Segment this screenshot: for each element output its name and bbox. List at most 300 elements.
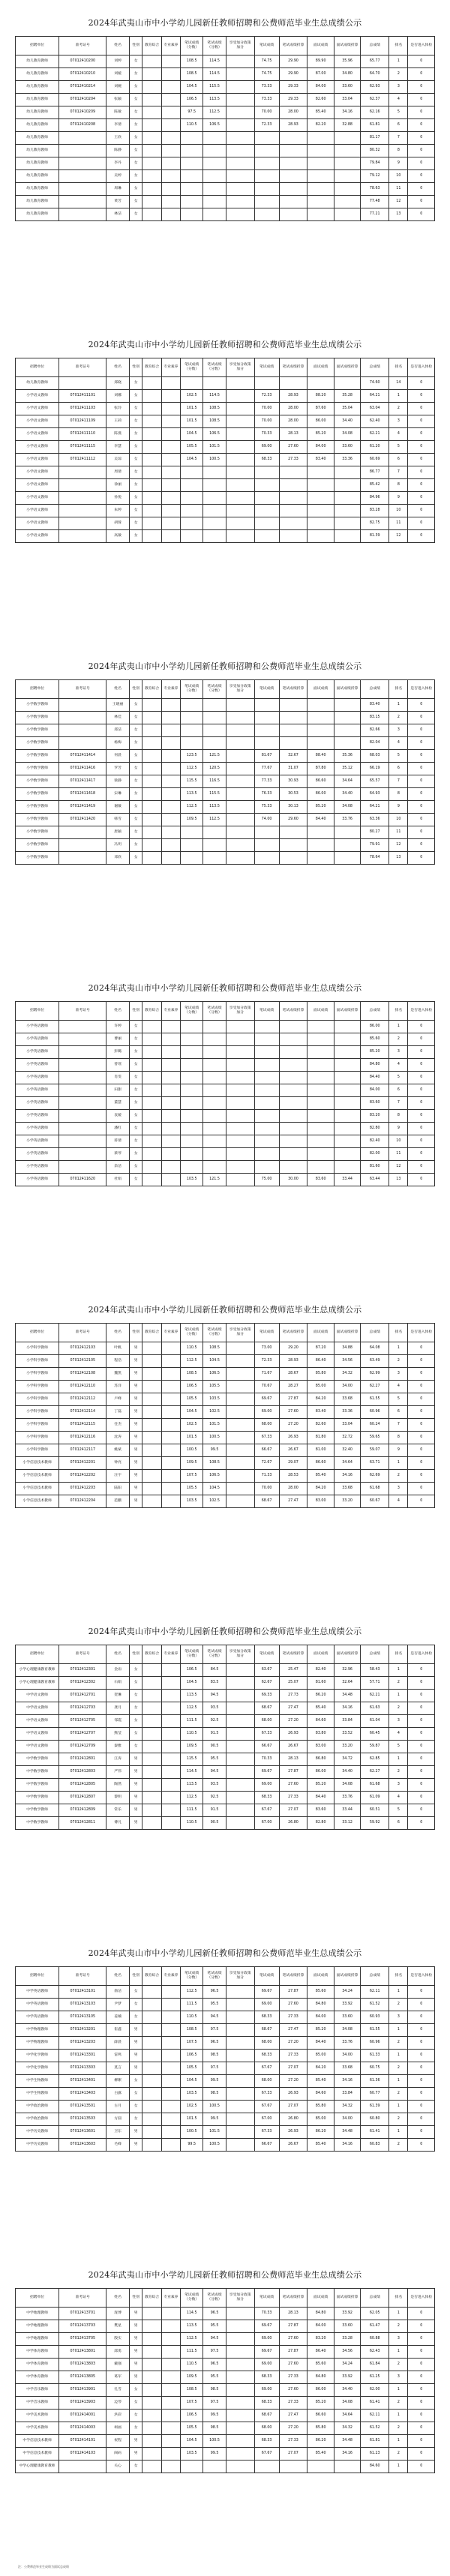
table-cell: 中学生物教师 — [16, 2088, 59, 2101]
table-cell: 69.67 — [254, 1393, 279, 1406]
table-cell — [308, 1059, 334, 1072]
table-cell — [254, 1135, 279, 1148]
table-cell: 64.21 — [361, 801, 389, 814]
table-cell — [142, 1381, 161, 1393]
table-cell: 小学数学教师 — [16, 826, 59, 839]
table-cell: 樊星 — [106, 2320, 129, 2333]
table-cell: 5 — [389, 1804, 408, 1817]
table-cell: 84.60 — [308, 1715, 334, 1728]
table-cell: 07012413903 — [59, 2397, 106, 2410]
table-cell: 1 — [389, 1021, 408, 1033]
table-cell: 07012411112 — [59, 454, 106, 466]
header-written-total: 笔试成绩 — [254, 680, 279, 699]
table-cell — [142, 1097, 161, 1110]
table-cell — [161, 530, 180, 543]
table-row — [16, 1470, 435, 1483]
table-cell: 4 — [389, 737, 408, 750]
header-interview: 面试成绩 — [308, 358, 334, 377]
table-cell: 0 — [408, 2024, 435, 2037]
header-edu: 教育综合 — [142, 1324, 161, 1342]
table-row — [16, 2422, 435, 2435]
table-cell: 34.56 — [334, 1355, 360, 1368]
table-cell: 07012412709 — [59, 1741, 106, 1753]
table-cell: 82.04 — [361, 737, 389, 750]
table-cell — [142, 2308, 161, 2320]
table-cell — [161, 1393, 180, 1406]
table-cell: 68.33 — [254, 2435, 279, 2448]
table-cell: 27.07 — [279, 2448, 308, 2461]
table-cell: 07012413701 — [59, 2308, 106, 2320]
table-cell: 34.72 — [334, 1753, 360, 1766]
table-cell — [161, 2075, 180, 2088]
table-cell: 62.00 — [361, 2384, 389, 2397]
table-cell: 68.67 — [254, 2024, 279, 2037]
score-table — [15, 1966, 435, 2152]
table-cell: 112.5 — [181, 2333, 203, 2346]
table-row — [16, 2024, 435, 2037]
table-cell: 79.84 — [361, 157, 389, 170]
table-cell: 潘红 — [106, 1123, 129, 1135]
table-cell: 白露 — [106, 2088, 129, 2101]
table-cell — [142, 1033, 161, 1046]
header-interview-converted: 面试成绩折算 — [334, 1967, 360, 1986]
table-cell — [142, 1817, 161, 1830]
table-cell: 3 — [389, 1046, 408, 1059]
table-cell — [334, 157, 360, 170]
table-cell: 26.67 — [279, 1741, 308, 1753]
table-cell: 69.67 — [254, 2346, 279, 2359]
table-cell — [254, 479, 279, 492]
table-cell: 107.5 — [181, 2037, 203, 2050]
table-cell: 蒋倩 — [106, 1135, 129, 1148]
table-cell: 112.5 — [181, 801, 203, 814]
header-unit: 招聘单位 — [16, 37, 59, 55]
table-cell: 84.40 — [308, 814, 334, 826]
table-cell: 104.5 — [203, 1483, 226, 1495]
table-cell — [59, 1123, 106, 1135]
table-cell — [334, 724, 360, 737]
table-cell — [142, 441, 161, 454]
table-cell — [142, 1664, 161, 1677]
table-cell — [142, 724, 161, 737]
table-cell: 12 — [389, 1161, 408, 1174]
table-cell: 33.92 — [334, 2308, 360, 2320]
table-cell: 0 — [408, 505, 435, 517]
header-ticket: 准考证号 — [59, 680, 106, 699]
header-edu: 教育综合 — [142, 1645, 161, 1664]
table-cell: 72.33 — [254, 1355, 279, 1368]
table-cell: 62.21 — [361, 428, 389, 441]
score-page — [0, 2252, 450, 2574]
table-cell: 70.33 — [254, 2308, 279, 2320]
table-cell — [226, 492, 254, 505]
table-cell — [226, 814, 254, 826]
table-cell — [226, 157, 254, 170]
table-cell — [254, 1123, 279, 1135]
table-cell: 113.5 — [181, 1690, 203, 1702]
table-cell — [226, 119, 254, 132]
table-cell: 95.5 — [203, 1999, 226, 2011]
table-cell: 07012414101 — [59, 2435, 106, 2448]
table-cell — [161, 1021, 180, 1033]
table-cell: 63.44 — [361, 1174, 389, 1186]
table-cell — [203, 157, 226, 170]
table-cell: 严伟 — [106, 1766, 129, 1779]
table-cell — [161, 1483, 180, 1495]
table-cell: 86.60 — [308, 775, 334, 788]
table-cell: 60.69 — [361, 454, 389, 466]
table-cell: 59.65 — [361, 1432, 389, 1444]
table-row — [16, 2359, 435, 2371]
table-cell: 85.80 — [308, 2422, 334, 2435]
table-cell: 女 — [129, 801, 142, 814]
table-cell: 109.5 — [181, 1741, 203, 1753]
table-cell: 0 — [408, 826, 435, 839]
table-cell — [161, 1342, 180, 1355]
table-cell: 26.93 — [279, 1728, 308, 1741]
table-cell: 0 — [408, 1817, 435, 1830]
table-cell — [279, 1123, 308, 1135]
table-cell: 陶然 — [106, 1779, 129, 1792]
table-cell — [161, 1753, 180, 1766]
table-cell — [142, 466, 161, 479]
table-cell — [142, 390, 161, 403]
table-cell: 11 — [389, 1148, 408, 1161]
table-cell — [142, 106, 161, 119]
table-cell: 110.5 — [181, 2011, 203, 2024]
table-cell: 68.33 — [254, 2011, 279, 2024]
table-cell: 0 — [408, 1470, 435, 1483]
table-row — [16, 1495, 435, 1508]
table-cell: 5 — [389, 750, 408, 763]
table-cell: 106.5 — [203, 1470, 226, 1483]
table-cell: 103.5 — [181, 1174, 203, 1186]
table-cell: 女 — [129, 852, 142, 865]
table-cell: 1 — [389, 2126, 408, 2139]
score-table — [15, 1001, 435, 1186]
header-written-total: 笔试成绩 — [254, 358, 279, 377]
table-cell: 67.33 — [254, 2126, 279, 2139]
header-major: 专业素养 — [161, 1967, 180, 1986]
table-cell — [226, 2435, 254, 2448]
table-cell: 69.00 — [254, 2333, 279, 2346]
table-cell — [142, 763, 161, 775]
table-cell: 34.16 — [334, 1702, 360, 1715]
header-bonus: 享受加分政策加分 — [226, 37, 254, 55]
table-cell — [142, 1419, 161, 1432]
table-cell: 柳絮 — [106, 2075, 129, 2088]
table-cell: 27.87 — [279, 1986, 308, 1999]
table-cell: 82.66 — [361, 724, 389, 737]
header-bonus: 享受加分政策加分 — [226, 1324, 254, 1342]
table-cell: 86.60 — [308, 1457, 334, 1470]
table-cell: 82.20 — [308, 119, 334, 132]
header-rank: 排名 — [389, 1324, 408, 1342]
table-cell: 曹丽 — [106, 1033, 129, 1046]
table-row — [16, 208, 435, 221]
table-cell: 60.77 — [361, 2088, 389, 2101]
table-cell: 112.5 — [203, 814, 226, 826]
table-cell — [59, 466, 106, 479]
table-cell — [161, 1766, 180, 1779]
table-cell: 101.5 — [181, 2113, 203, 2126]
table-cell: 3 — [389, 1483, 408, 1495]
table-cell — [254, 1046, 279, 1059]
table-cell: 94.5 — [203, 1766, 226, 1779]
table-cell — [279, 852, 308, 865]
table-row — [16, 2113, 435, 2126]
header-name: 姓名 — [106, 358, 129, 377]
table-cell: 2 — [389, 2397, 408, 2410]
table-cell: 女 — [129, 196, 142, 208]
table-cell: 07012411414 — [59, 750, 106, 763]
table-cell: 女 — [129, 1161, 142, 1174]
table-header-row — [16, 1324, 435, 1342]
table-cell: 女 — [129, 712, 142, 724]
table-cell: 小学科学教师 — [16, 1444, 59, 1457]
table-cell: 111.5 — [181, 1715, 203, 1728]
table-cell — [161, 1368, 180, 1381]
table-cell — [142, 2062, 161, 2075]
table-cell: 女 — [129, 839, 142, 852]
table-cell — [334, 1046, 360, 1059]
table-cell — [161, 1470, 180, 1483]
table-cell: 83.60 — [308, 1174, 334, 1186]
table-cell: 27.20 — [279, 2075, 308, 2088]
header-rank: 排名 — [389, 1967, 408, 1986]
table-cell — [254, 839, 279, 852]
table-cell: 30.93 — [279, 775, 308, 788]
table-cell — [142, 2384, 161, 2397]
table-cell: 63.49 — [361, 1355, 389, 1368]
table-cell: 27.73 — [279, 1690, 308, 1702]
table-cell — [226, 750, 254, 763]
table-cell: 小学数学教师 — [16, 724, 59, 737]
table-cell: 74.75 — [254, 55, 279, 68]
table-cell — [226, 1766, 254, 1779]
table-cell — [181, 724, 203, 737]
table-cell — [142, 208, 161, 221]
table-row — [16, 1059, 435, 1072]
table-cell — [142, 157, 161, 170]
table-cell: 龚月 — [106, 1702, 129, 1715]
table-cell: 0 — [408, 763, 435, 775]
header-written-2: 笔试成绩（分数） — [203, 1645, 226, 1664]
table-cell: 小学科学教师 — [16, 1432, 59, 1444]
table-cell — [161, 1072, 180, 1084]
table-cell: 小学科学教师 — [16, 1393, 59, 1406]
table-cell — [279, 377, 308, 390]
table-cell — [142, 94, 161, 106]
table-cell — [279, 2461, 308, 2473]
header-sex: 性别 — [129, 1967, 142, 1986]
table-cell: 86.80 — [308, 1753, 334, 1766]
table-cell: 女 — [129, 517, 142, 530]
table-cell: 102.5 — [203, 1406, 226, 1419]
table-cell — [279, 826, 308, 839]
table-cell: 114.5 — [203, 390, 226, 403]
table-cell: 小学英语教师 — [16, 1161, 59, 1174]
table-cell: 70.33 — [254, 428, 279, 441]
table-cell: 85.20 — [308, 2397, 334, 2410]
table-cell: 男 — [129, 1368, 142, 1381]
table-cell — [203, 517, 226, 530]
header-written-converted: 笔试成绩折算 — [279, 1645, 308, 1664]
table-cell: 61.81 — [361, 2435, 389, 2448]
table-cell: 女 — [129, 1148, 142, 1161]
table-cell: 110.5 — [181, 119, 203, 132]
table-cell — [161, 196, 180, 208]
table-cell: 34.88 — [334, 1342, 360, 1355]
score-table — [15, 36, 435, 221]
table-cell: 105.5 — [181, 2062, 203, 2075]
table-cell: 106.5 — [203, 428, 226, 441]
header-written-converted: 笔试成绩折算 — [279, 37, 308, 55]
table-cell — [308, 208, 334, 221]
table-cell: 83.20 — [308, 2333, 334, 2346]
table-cell: 周琳 — [106, 183, 129, 196]
table-cell: 108.5 — [181, 55, 203, 68]
table-cell: 26.93 — [279, 2088, 308, 2101]
table-cell: 小学数学教师 — [16, 712, 59, 724]
table-cell: 28.00 — [279, 1483, 308, 1495]
table-cell: 81.60 — [361, 1161, 389, 1174]
table-cell: 小学英语教师 — [16, 1110, 59, 1123]
table-cell — [181, 377, 203, 390]
table-cell — [161, 390, 180, 403]
table-cell: 中学地理教师 — [16, 2308, 59, 2320]
table-cell: 07012412807 — [59, 1792, 106, 1804]
table-cell: 85.80 — [308, 2101, 334, 2113]
table-row — [16, 2050, 435, 2062]
table-cell: 姜楠 — [106, 2011, 129, 2024]
table-cell: 81.39 — [361, 530, 389, 543]
table-cell — [279, 1021, 308, 1033]
table-cell — [161, 1741, 180, 1753]
table-cell — [254, 196, 279, 208]
table-cell: 84.60 — [308, 2088, 334, 2101]
table-cell: 105.5 — [181, 1483, 203, 1495]
table-cell — [254, 826, 279, 839]
table-cell: 江涛 — [106, 1753, 129, 1766]
table-cell — [279, 492, 308, 505]
header-written-2: 笔试成绩（分数） — [203, 680, 226, 699]
header-written-1: 笔试成绩（分数） — [181, 1002, 203, 1021]
table-cell — [142, 1766, 161, 1779]
table-cell: 61.68 — [361, 1779, 389, 1792]
table-cell: 0 — [408, 2011, 435, 2024]
header-physical: 是否进入体检 — [408, 358, 435, 377]
table-cell — [308, 826, 334, 839]
table-cell: 14 — [389, 377, 408, 390]
table-cell: 4 — [389, 1792, 408, 1804]
table-cell — [226, 441, 254, 454]
table-cell: 29.33 — [279, 81, 308, 94]
table-cell: 小学英语教师 — [16, 1033, 59, 1046]
header-physical: 是否进入体检 — [408, 2289, 435, 2308]
table-cell — [203, 1135, 226, 1148]
header-ticket: 准考证号 — [59, 1324, 106, 1342]
table-cell: 0 — [408, 1677, 435, 1690]
table-cell: 61.55 — [361, 2024, 389, 2037]
table-cell — [161, 81, 180, 94]
table-cell: 27.87 — [279, 1766, 308, 1779]
table-cell: 1 — [389, 2346, 408, 2359]
table-cell — [59, 839, 106, 852]
table-cell: 110.5 — [181, 1342, 203, 1355]
table-cell: 女 — [129, 1033, 142, 1046]
table-cell: 69.67 — [254, 2320, 279, 2333]
table-cell: 0 — [408, 1986, 435, 1999]
table-cell — [59, 2461, 106, 2473]
table-cell: 07012412110 — [59, 1381, 106, 1393]
table-cell: 82.60 — [308, 94, 334, 106]
table-cell: 高敏 — [106, 530, 129, 543]
table-cell — [161, 2101, 180, 2113]
table-cell: 男 — [129, 1766, 142, 1779]
table-cell: 07012410209 — [59, 106, 106, 119]
table-cell: 0 — [408, 1999, 435, 2011]
header-written-2: 笔试成绩（分数） — [203, 358, 226, 377]
table-cell — [161, 2435, 180, 2448]
table-cell: 1 — [389, 1753, 408, 1766]
table-cell: 89.90 — [308, 55, 334, 68]
table-row — [16, 1368, 435, 1381]
table-cell: 0 — [408, 157, 435, 170]
table-cell: 27.20 — [279, 2037, 308, 2050]
table-cell: 29.60 — [279, 814, 308, 826]
table-cell — [334, 505, 360, 517]
table-cell: 112.5 — [181, 1702, 203, 1715]
table-cell: 101.5 — [203, 2126, 226, 2139]
table-cell: 65.77 — [361, 55, 389, 68]
table-cell: 85.40 — [308, 106, 334, 119]
table-cell — [161, 1097, 180, 1110]
table-cell — [161, 441, 180, 454]
table-cell — [142, 788, 161, 801]
header-edu: 教育综合 — [142, 1967, 161, 1986]
table-row — [16, 170, 435, 183]
table-cell: 1 — [389, 2410, 408, 2422]
table-cell: 07012412703 — [59, 1702, 106, 1715]
table-cell: 0 — [408, 466, 435, 479]
table-cell: 27.87 — [279, 1393, 308, 1406]
table-cell — [161, 1779, 180, 1792]
table-cell: 83.40 — [308, 454, 334, 466]
table-cell — [226, 2126, 254, 2139]
table-cell — [181, 1135, 203, 1148]
table-cell: 84.00 — [308, 441, 334, 454]
header-written-total: 笔试成绩 — [254, 1645, 279, 1664]
header-name: 姓名 — [106, 1002, 129, 1021]
table-cell: 92.5 — [203, 1792, 226, 1804]
table-cell — [226, 1148, 254, 1161]
table-cell: 84.80 — [308, 1999, 334, 2011]
table-cell: 小学科学教师 — [16, 1368, 59, 1381]
table-cell: 3 — [389, 1779, 408, 1792]
table-cell: 79.91 — [361, 839, 389, 852]
table-cell — [334, 183, 360, 196]
table-cell: 0 — [408, 2410, 435, 2422]
table-cell: 33.28 — [334, 2333, 360, 2346]
table-cell — [226, 775, 254, 788]
header-written-converted: 笔试成绩折算 — [279, 1324, 308, 1342]
table-cell — [203, 208, 226, 221]
table-cell: 男 — [129, 2139, 142, 2152]
table-cell: 女 — [129, 132, 142, 145]
table-cell: 中学体育教师 — [16, 2371, 59, 2384]
table-cell: 俞洁 — [106, 1986, 129, 1999]
